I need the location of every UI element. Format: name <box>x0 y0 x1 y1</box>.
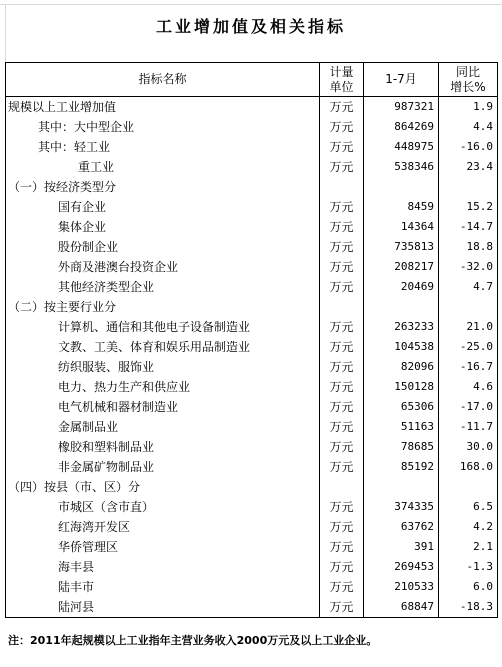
row-change-cell[interactable]: 4.6 <box>439 377 498 397</box>
table-row <box>6 157 498 177</box>
table-row <box>6 597 498 618</box>
row-name-cell[interactable]: 海丰县 <box>6 557 320 577</box>
row-value-cell[interactable]: 63762 <box>364 517 439 537</box>
row-value-cell[interactable]: 150128 <box>364 377 439 397</box>
table-row <box>6 137 498 157</box>
row-change-cell[interactable]: 4.7 <box>439 277 498 297</box>
table-row <box>6 297 498 317</box>
row-unit-cell[interactable]: 万元 <box>320 357 364 377</box>
row-value-cell[interactable]: 82096 <box>364 357 439 377</box>
row-name-cell[interactable]: 其中：大中型企业 <box>6 117 320 137</box>
row-value-cell[interactable]: 65306 <box>364 397 439 417</box>
table-row <box>6 557 498 577</box>
row-value-cell[interactable]: 987321 <box>364 97 439 118</box>
row-change-cell[interactable]: -16.7 <box>439 357 498 377</box>
row-unit-cell[interactable]: 万元 <box>320 317 364 337</box>
row-name-cell[interactable]: 国有企业 <box>6 197 320 217</box>
row-unit-cell[interactable]: 万元 <box>320 517 364 537</box>
row-name-cell[interactable]: 电气机械和器材制造业 <box>6 397 320 417</box>
row-name-cell[interactable]: 集体企业 <box>6 217 320 237</box>
header-change[interactable]: 同比 增长% <box>439 63 498 97</box>
table-row <box>6 417 498 437</box>
row-change-cell[interactable]: 4.4 <box>439 117 498 137</box>
row-unit-cell[interactable]: 万元 <box>320 197 364 217</box>
row-name-cell[interactable]: 金属制品业 <box>6 417 320 437</box>
table-title: 工业增加值及相关指标 <box>155 17 346 36</box>
row-name-cell[interactable]: 陆丰市 <box>6 577 320 597</box>
table-row <box>6 397 498 417</box>
row-name-cell[interactable]: 其他经济类型企业 <box>6 277 320 297</box>
row-value-cell[interactable]: 735813 <box>364 237 439 257</box>
row-change-cell[interactable]: -18.3 <box>439 597 498 618</box>
table-row <box>6 177 498 197</box>
row-change-cell[interactable]: 4.2 <box>439 517 498 537</box>
row-name-cell[interactable]: 红海湾开发区 <box>6 517 320 537</box>
row-unit-cell[interactable]: 万元 <box>320 217 364 237</box>
table-row <box>6 197 498 217</box>
table-row <box>6 97 498 118</box>
footnote: 注：2011年起规模以上工业指年主营业务收入2000万元及以上工业企业。 <box>8 634 378 647</box>
row-change-cell[interactable]: 168.0 <box>439 457 498 477</box>
row-change-cell[interactable]: 1.9 <box>439 97 498 118</box>
row-change-cell[interactable]: -32.0 <box>439 257 498 277</box>
row-name-cell[interactable]: 华侨管理区 <box>6 537 320 557</box>
row-change-cell[interactable] <box>439 477 498 497</box>
row-change-cell[interactable]: 15.2 <box>439 197 498 217</box>
table-row <box>6 217 498 237</box>
row-unit-cell[interactable]: 万元 <box>320 497 364 517</box>
row-unit-cell[interactable]: 万元 <box>320 557 364 577</box>
row-unit-cell[interactable]: 万元 <box>320 277 364 297</box>
row-unit-cell[interactable]: 万元 <box>320 117 364 137</box>
table-row <box>6 537 498 557</box>
row-change-cell[interactable]: 23.4 <box>439 157 498 177</box>
row-name-cell[interactable]: 规模以上工业增加值 <box>6 97 320 118</box>
row-unit-cell[interactable]: 万元 <box>320 597 364 618</box>
row-value-cell[interactable] <box>364 477 439 497</box>
row-change-cell[interactable]: 2.1 <box>439 537 498 557</box>
row-change-cell[interactable]: -17.0 <box>439 397 498 417</box>
row-value-cell[interactable] <box>364 297 439 317</box>
row-value-cell[interactable]: 448975 <box>364 137 439 157</box>
row-change-cell[interactable]: -11.7 <box>439 417 498 437</box>
row-unit-cell[interactable]: 万元 <box>320 137 364 157</box>
row-value-cell[interactable]: 51163 <box>364 417 439 437</box>
row-value-cell[interactable]: 263233 <box>364 317 439 337</box>
row-name-cell[interactable]: （一）按经济类型分 <box>6 177 320 197</box>
row-name-cell[interactable]: 橡胶和塑料制品业 <box>6 437 320 457</box>
row-value-cell[interactable]: 374335 <box>364 497 439 517</box>
row-name-cell[interactable]: 电力、热力生产和供应业 <box>6 377 320 397</box>
row-value-cell[interactable]: 269453 <box>364 557 439 577</box>
row-value-cell[interactable]: 78685 <box>364 437 439 457</box>
table-row <box>6 457 498 477</box>
row-unit-cell[interactable]: 万元 <box>320 397 364 417</box>
row-value-cell[interactable] <box>364 177 439 197</box>
row-unit-cell[interactable]: 万元 <box>320 577 364 597</box>
row-name-cell[interactable]: 文教、工美、体育和娱乐用品制造业 <box>6 337 320 357</box>
row-change-cell[interactable]: -1.3 <box>439 557 498 577</box>
row-value-cell[interactable]: 20469 <box>364 277 439 297</box>
row-name-cell[interactable]: （二）按主要行业分 <box>6 297 320 317</box>
row-change-cell[interactable] <box>439 177 498 197</box>
row-value-cell[interactable]: 85192 <box>364 457 439 477</box>
row-change-cell[interactable]: 30.0 <box>439 437 498 457</box>
table-row <box>6 337 498 357</box>
row-value-cell[interactable]: 210533 <box>364 577 439 597</box>
row-name-cell[interactable]: 市城区（含市直） <box>6 497 320 517</box>
row-change-cell[interactable]: -16.0 <box>439 137 498 157</box>
row-change-cell[interactable] <box>439 297 498 317</box>
table-row <box>6 577 498 597</box>
row-value-cell[interactable]: 14364 <box>364 217 439 237</box>
row-unit-cell[interactable]: 万元 <box>320 537 364 557</box>
row-unit-cell[interactable]: 万元 <box>320 257 364 277</box>
row-unit-cell[interactable]: 万元 <box>320 157 364 177</box>
header-unit[interactable]: 计量 单位 <box>320 63 364 97</box>
row-unit-cell[interactable] <box>320 177 364 197</box>
header-row <box>6 63 498 97</box>
row-value-cell[interactable]: 538346 <box>364 157 439 177</box>
row-name-cell[interactable]: 重工业 <box>6 157 320 177</box>
row-change-cell[interactable]: 21.0 <box>439 317 498 337</box>
row-unit-cell[interactable]: 万元 <box>320 237 364 257</box>
row-unit-cell[interactable]: 万元 <box>320 377 364 397</box>
top-gridline <box>0 0 502 5</box>
header-period[interactable]: 1-7月 <box>364 63 439 97</box>
table-row <box>6 117 498 137</box>
row-change-cell[interactable]: 6.0 <box>439 577 498 597</box>
row-name-cell[interactable]: 股份制企业 <box>6 237 320 257</box>
table-row <box>6 317 498 337</box>
row-name-cell[interactable]: 非金属矿物制品业 <box>6 457 320 477</box>
row-unit-cell[interactable]: 万元 <box>320 337 364 357</box>
table-row <box>6 437 498 457</box>
row-value-cell[interactable]: 208217 <box>364 257 439 277</box>
table-row <box>6 517 498 537</box>
table-row <box>6 497 498 517</box>
row-name-cell[interactable]: 其中：轻工业 <box>6 137 320 157</box>
table-row <box>6 477 498 497</box>
row-value-cell[interactable]: 68847 <box>364 597 439 618</box>
row-name-cell[interactable]: 外商及港澳台投资企业 <box>6 257 320 277</box>
row-unit-cell[interactable] <box>320 477 364 497</box>
table-row <box>6 257 498 277</box>
row-value-cell[interactable]: 104538 <box>364 337 439 357</box>
row-unit-cell[interactable]: 万元 <box>320 417 364 437</box>
row-name-cell[interactable]: 陆河县 <box>6 597 320 618</box>
row-change-cell[interactable]: -25.0 <box>439 337 498 357</box>
row-name-cell[interactable]: 计算机、通信和其他电子设备制造业 <box>6 317 320 337</box>
row-unit-cell[interactable]: 万元 <box>320 97 364 118</box>
row-value-cell[interactable]: 391 <box>364 537 439 557</box>
table-row <box>6 237 498 257</box>
row-name-cell[interactable]: （四）按县（市、区）分 <box>6 477 320 497</box>
indicator-table <box>5 62 498 618</box>
table-row <box>6 377 498 397</box>
row-change-cell[interactable]: -14.7 <box>439 217 498 237</box>
row-value-cell[interactable]: 864269 <box>364 117 439 137</box>
row-unit-cell[interactable] <box>320 297 364 317</box>
row-change-cell[interactable]: 6.5 <box>439 497 498 517</box>
row-value-cell[interactable]: 8459 <box>364 197 439 217</box>
table-row <box>6 277 498 297</box>
header-name[interactable]: 指标名称 <box>6 63 320 97</box>
row-change-cell[interactable]: 18.8 <box>439 237 498 257</box>
row-unit-cell[interactable]: 万元 <box>320 437 364 457</box>
row-name-cell[interactable]: 纺织服装、服饰业 <box>6 357 320 377</box>
row-unit-cell[interactable]: 万元 <box>320 457 364 477</box>
table-row <box>6 357 498 377</box>
